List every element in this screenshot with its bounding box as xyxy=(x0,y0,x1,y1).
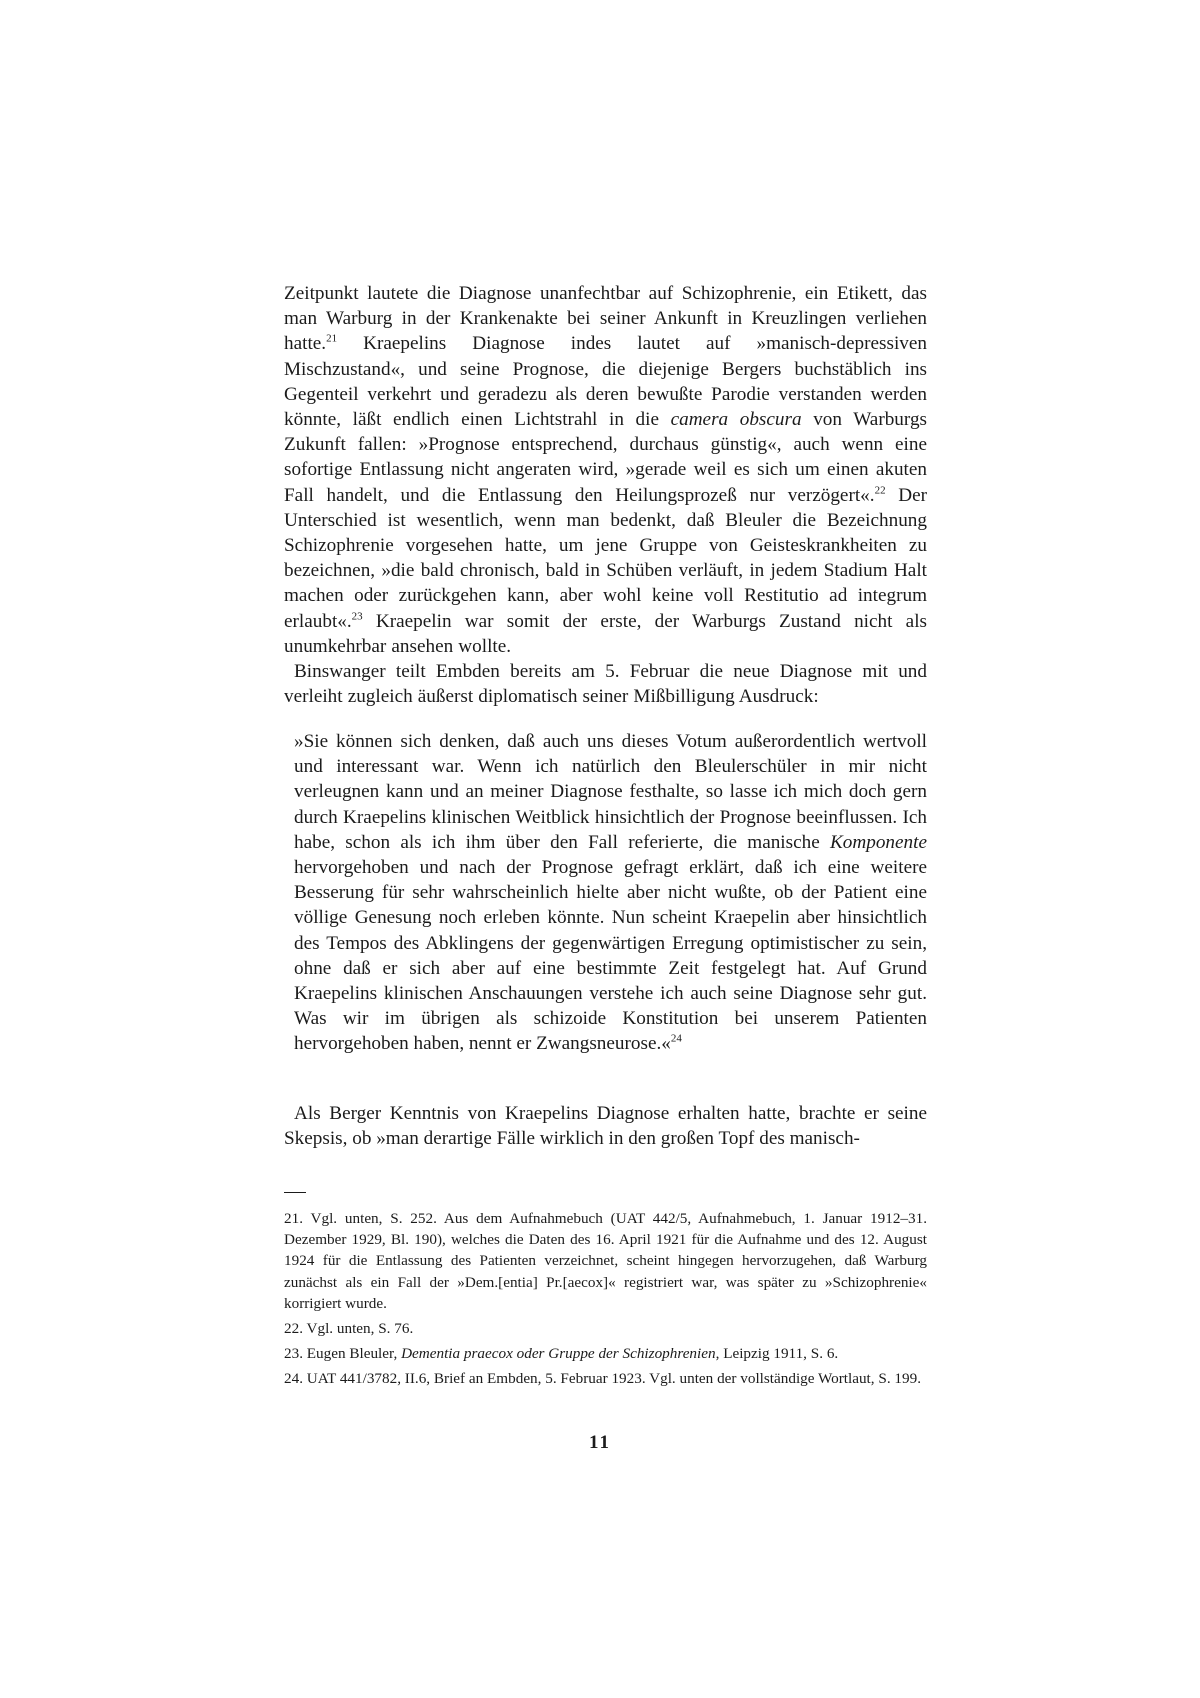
body-paragraph-1 xyxy=(284,281,927,659)
footnote-ref-23: 23 xyxy=(351,610,363,623)
body-paragraph-2: Binswanger teilt Embden bereits am 5. Februar die neue Diagnose mit und verleiht zugleich äußerst diplomatisch seiner Mißbilligung Ausdruck: xyxy=(284,661,927,708)
main-body-text xyxy=(284,281,927,709)
footnote-segment: , Leipzig 1911, S. 6. xyxy=(715,1345,839,1363)
footnote-ref-24: 24 xyxy=(670,1033,682,1046)
italic-title: Dementia praecox oder Gruppe der Schizophrenien xyxy=(401,1345,716,1363)
paragraph-text: Kraepelin war somit der erste, der Warburgs Zustand nicht als unumkehrbar ansehen wollte. xyxy=(284,610,927,657)
footnote-21: 21. Vgl. unten, S. 252. Aus dem Aufnahmebuch (UAT 442/5, Aufnahmebuch, 1. Januar 1912–31. Dezember 1929, Bl. 190), welches die Daten des 16. April 1921 für die Aufnahme und des 12. August 1924 für die Entlassung des Patienten verzeichnet, scheint hingegen hervorzugehen, daß Warburg zunächst als ein Fall der »Dem.[entia] Pr.[aecox]« registriert war, was später zu »Schizophrenie« korrigiert wurde. xyxy=(284,1210,927,1312)
quote-segment: »Sie können sich denken, daß auch uns dieses Votum außerordentlich wertvoll und interessant war. Wenn ich natürlich den Bleulerschüler in mir nicht verleugnen kann und an meiner Diagnose festhalte, so lasse ich mich doch gern durch Kraepelins klinischen Weitblick hinsichtlich der Prognose beeinflussen. Ich habe, schon als ich ihm über den Fall referierte, die manische xyxy=(294,731,927,853)
footnote-24: 24. UAT 441/3782, II.6, Brief an Embden, 5. Februar 1923. Vgl. unten der vollständige Wortlaut, S. 199. xyxy=(284,1370,921,1388)
footnote-segment: 23. Eugen Bleuler, xyxy=(284,1345,402,1363)
quote-text xyxy=(294,729,927,1057)
footnote-ref-22: 22 xyxy=(874,484,886,497)
footnote-ref-21: 21 xyxy=(326,333,338,346)
paragraph-text: Der Unterschied ist wesentlich, wenn man bedenkt, daß Bleuler die Bezeichnung Schizophrenie vorgesehen hatte, um jene Gruppe von Geisteskrankheiten zu bezeichnen, »die bald chronisch, bald in Schüben verläuft, in jedem Stadium Halt machen oder zurückgehen kann, aber wohl keine voll Restitutio ad integrum erlaubt«. xyxy=(284,484,927,632)
paragraph-text: Zeitpunkt lautete die Diagnose unanfechtbar auf Schizophrenie, ein Etikett, das man Warburg in der Krankenakte bei seiner Ankunft in Kreuzlingen verliehen hatte. xyxy=(284,283,927,355)
paragraph-text: Kraepelins Diagnose indes lautet auf »manisch-depressiven Mischzustand«, und seine Prognose, die diejenige Bergers buchstäblich ins Gegenteil verkehrt und geradezu als deren bewußte Parodie verstanden werden könnte, läßt endlich einen Lichtstrahl in die xyxy=(284,333,927,431)
italic-term: camera obscura xyxy=(670,409,802,431)
block-quote xyxy=(294,729,927,1057)
quote-segment: hervorgehoben und nach der Prognose gefragt erklärt, daß ich eine weitere Besserung für sehr wahrscheinlich hielte aber nicht wußte, ob der Patient eine völlige Genesung noch erleben könnte. Nun scheint Kraepelin aber hinsichtlich des Tempos des Abklingens der gegenwärtigen Erregung optimistischer zu sein, ohne daß er sich aber auf eine bestimmte Zeit festgelegt hat. Auf Grund Kraepelins klinischen Anschauungen verstehe ich auch seine Diagnose sehr gut. Was wir im übrigen als schizoide Konstitution bei unserem Patienten hervorgehoben haben, nennt er Zwangsneurose.« xyxy=(294,857,927,1055)
page-number: 11 xyxy=(589,1432,611,1453)
italic-term: Komponente xyxy=(830,831,927,853)
body-paragraph-3: Als Berger Kenntnis von Kraepelins Diagnose erhalten hatte, brachte er seine Skepsis, ob »man derartige Fälle wirklich in den großen Topf des manisch- xyxy=(284,1103,927,1150)
body-paragraph-3-block xyxy=(284,1101,927,1151)
footnotes xyxy=(284,1208,927,1394)
footnote-22: 22. Vgl. unten, S. 76. xyxy=(284,1320,414,1338)
paragraph-text: von Warburgs Zukunft fallen: »Prognose entsprechend, durchaus günstig«, auch wenn eine sofortige Entlassung nicht angeraten wird, »gerade weil es sich um einen akuten Fall handelt, und die Entlassung den Heilungsprozeß nur verzögert«. xyxy=(284,409,928,506)
footnote-separator xyxy=(284,1192,306,1193)
footnote-23 xyxy=(284,1343,927,1364)
